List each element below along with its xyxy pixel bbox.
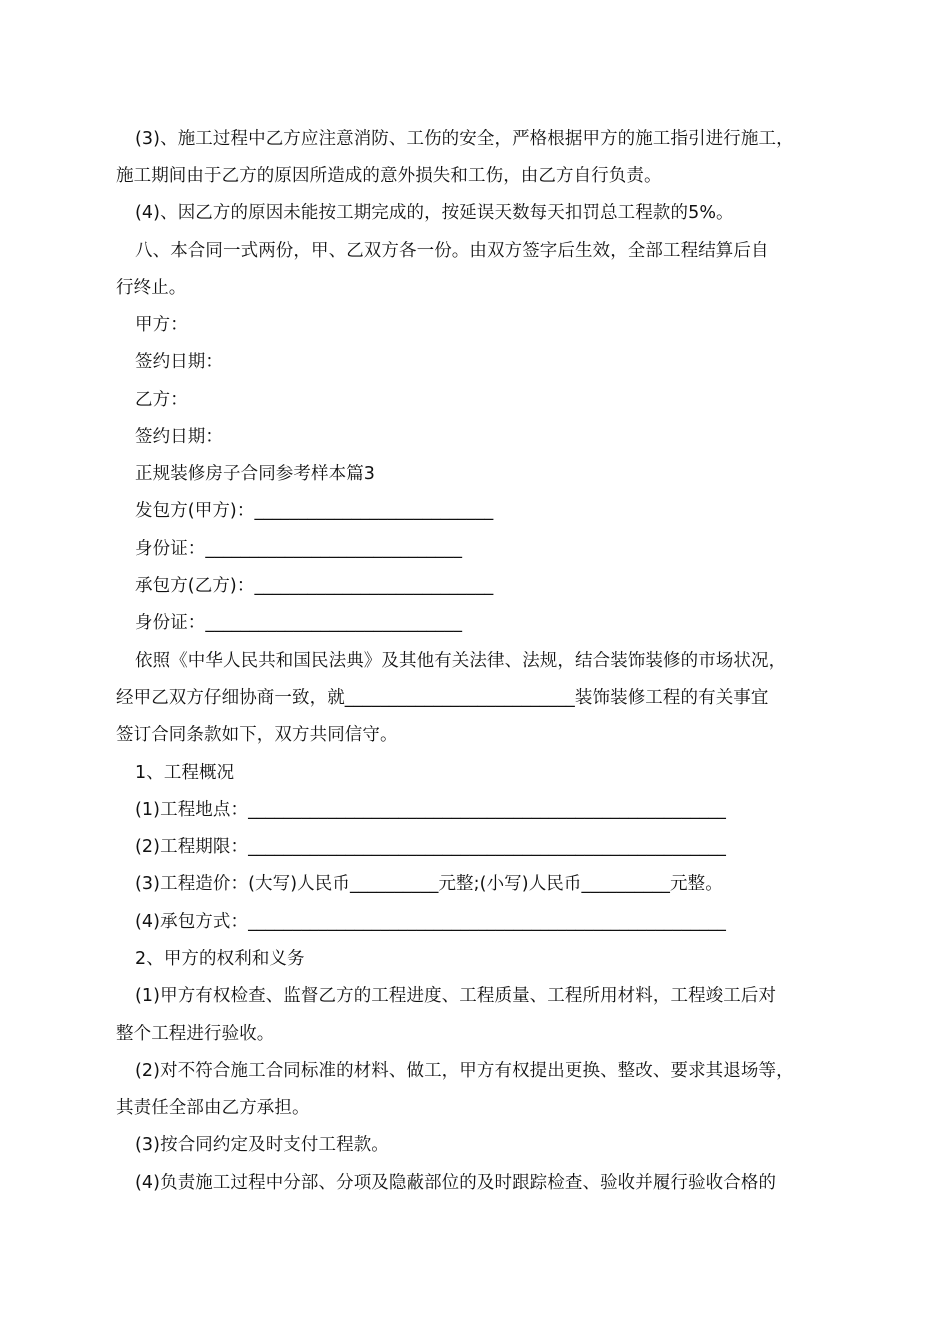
section-title: 正规装修房子合同参考样本篇3 <box>135 464 376 484</box>
party-a-signature-label: 甲方： <box>135 315 188 335</box>
contractor-id-field: 身份证：_____________________________ <box>135 613 463 633</box>
rights-2-line-1: (2)对不符合施工合同标准的材料、做工，甲方有权提出更换、整改、要求其退场等， <box>135 1061 794 1081</box>
employer-id-field: 身份证：_____________________________ <box>135 539 463 559</box>
project-cost-field: (3)工程造价：(大写)人民币__________元整;(小写)人民币__________元整。 <box>135 874 723 894</box>
preamble-line-3: 签订合同条款如下，双方共同信守。 <box>116 725 398 745</box>
contract-method-field: (4)承包方式：______________________________________________________ <box>135 912 726 932</box>
rights-2-line-2: 其责任全部由乙方承担。 <box>116 1098 310 1118</box>
clause-7-4: (4)、因乙方的原因未能按工期完成的，按延误天数每天扣罚总工程款的5%。 <box>135 203 734 223</box>
clause-7-3-line-2: 施工期间由于乙方的原因所造成的意外损失和工伤，由乙方自行负责。 <box>116 166 662 186</box>
article-8-line-1: 八、本合同一式两份，甲、乙双方各一份。由双方签字后生效，全部工程结算后自 <box>135 241 769 261</box>
project-location-field: (1)工程地点：______________________________________________________ <box>135 800 726 820</box>
rights-1-line-2: 整个工程进行验收。 <box>116 1024 275 1044</box>
party-a-date-label: 签约日期： <box>135 352 223 372</box>
contractor-field: 承包方(乙方)：___________________________ <box>135 576 494 596</box>
clause-7-3-line-1: (3)、施工过程中乙方应注意消防、工伤的安全，严格根据甲方的施工指引进行施工， <box>135 129 794 149</box>
preamble-line-1: 依照《中华人民共和国民法典》及其他有关法律、法规，结合装饰装修的市场状况， <box>135 651 787 671</box>
party-b-date-label: 签约日期： <box>135 427 223 447</box>
heading-project-overview: 1、工程概况 <box>135 763 235 783</box>
project-duration-field: (2)工程期限：______________________________________________________ <box>135 837 726 857</box>
rights-4-line-1: (4)负责施工过程中分部、分项及隐蔽部位的及时跟踪检查、验收并履行验收合格的 <box>135 1173 777 1193</box>
article-8-line-2: 行终止。 <box>116 278 187 298</box>
preamble-line-2: 经甲乙双方仔细协商一致，就__________________________装饰装修工程的有关事宜 <box>116 688 769 708</box>
rights-3: (3)按合同约定及时支付工程款。 <box>135 1135 389 1155</box>
party-b-signature-label: 乙方： <box>135 390 188 410</box>
employer-field: 发包方(甲方)：___________________________ <box>135 501 494 521</box>
heading-party-a-rights: 2、甲方的权利和义务 <box>135 949 305 969</box>
rights-1-line-1: (1)甲方有权检查、监督乙方的工程进度、工程质量、工程所用材料，工程竣工后对 <box>135 986 777 1006</box>
